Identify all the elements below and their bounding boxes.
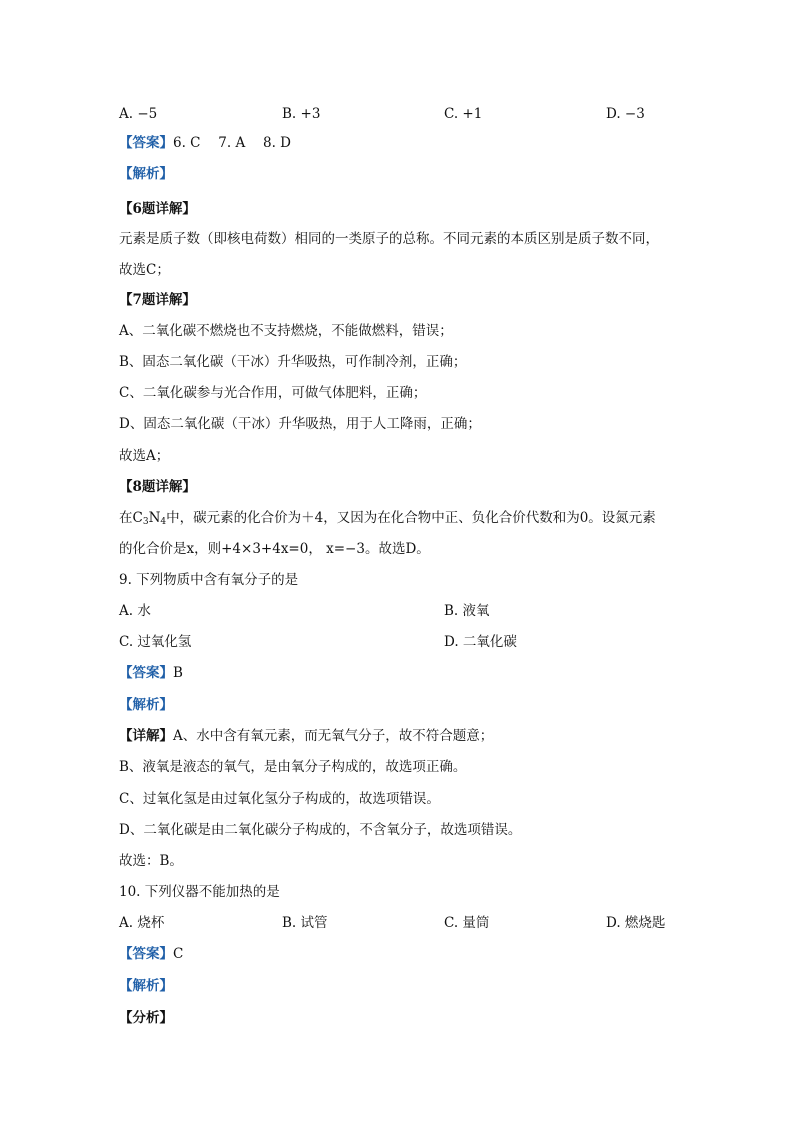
question-stem: 10. 下列仪器不能加热的是 [119,884,280,900]
answer-line [119,663,183,683]
answer-label: 【答案】 [119,135,173,151]
answer-label: 【答案】 [119,665,173,681]
formula-text: 在C [119,510,143,526]
detail-line [119,726,493,746]
option-d: D. 燃烧匙 [606,915,666,931]
option-a: A. 烧杯 [119,915,165,931]
option-b: B. +3 [282,106,321,122]
analysis-label: 【解析】 [119,697,173,713]
q8-detail-title: 【8题详解】 [119,479,196,495]
detail-line: 故选：B。 [119,853,183,869]
option-c: C. 过氧化氢 [119,634,192,650]
answer-text: C [173,946,184,962]
formula-subscript: 4 [160,517,167,527]
formula-text: N [148,510,161,526]
question-stem: 9. 下列物质中含有氧分子的是 [119,572,299,588]
detail-line: B、液氧是液态的氧气，是由氧分子构成的，故选项正确。 [119,759,467,775]
q7-detail-line: C、二氧化碳参与光合作用，可做气体肥料，正确； [119,385,427,401]
option-d: D. −3 [606,106,645,122]
analysis-label: 【解析】 [119,166,173,182]
detail-line: C、过氧化氢是由过氧化氢分子构成的，故选项错误。 [119,791,440,807]
formula-subscript: 3 [142,517,149,527]
q7-detail-line: 故选A； [119,448,170,464]
detail-text: A、水中含有氧元素，而无氧气分子，故不符合题意； [173,728,494,744]
answer-line [119,133,291,153]
option-d: D. 二氧化碳 [444,634,517,650]
option-c: C. +1 [444,106,483,122]
option-b: B. 液氧 [444,603,490,619]
analysis-sub-label: 【分析】 [119,1010,173,1026]
analysis-label: 【解析】 [119,978,173,994]
detail-label: 【详解】 [119,728,173,744]
q7-detail-title: 【7题详解】 [119,292,196,308]
q6-detail-line: 故选C； [119,262,170,278]
q7-detail-line: A、二氧化碳不燃烧也不支持燃烧，不能做燃料，错误； [119,323,453,339]
q6-detail-title: 【6题详解】 [119,201,196,217]
answer-label: 【答案】 [119,946,173,962]
option-b: B. 试管 [282,915,328,931]
answer-text: B [173,665,183,681]
option-c: C. 量筒 [444,915,490,931]
q7-detail-line: D、固态二氧化碳（干冰）升华吸热，用于人工降雨，正确； [119,416,481,432]
option-a: A. 水 [119,603,151,619]
answer-line [119,944,183,964]
q7-detail-line: B、固态二氧化碳（干冰）升华吸热，可作制冷剂，正确； [119,354,467,370]
q8-detail-line [119,508,656,528]
q8-detail-line: 的化合价是x，则+4×3+4x=0， x=−3。故选D。 [119,541,430,557]
formula-text: 中，碳元素的化合价为＋4，又因为在化合物中正、负化合价代数和为0。设氮元素 [166,510,656,526]
option-a: A. −5 [119,106,158,122]
answer-text: 6. C 7. A 8. D [173,135,291,151]
detail-line: D、二氧化碳是由二氧化碳分子构成的，不含氧分子，故选项错误。 [119,822,522,838]
q6-detail-line: 元素是质子数（即核电荷数）相同的一类原子的总称。不同元素的本质区别是质子数不同， [119,231,659,247]
